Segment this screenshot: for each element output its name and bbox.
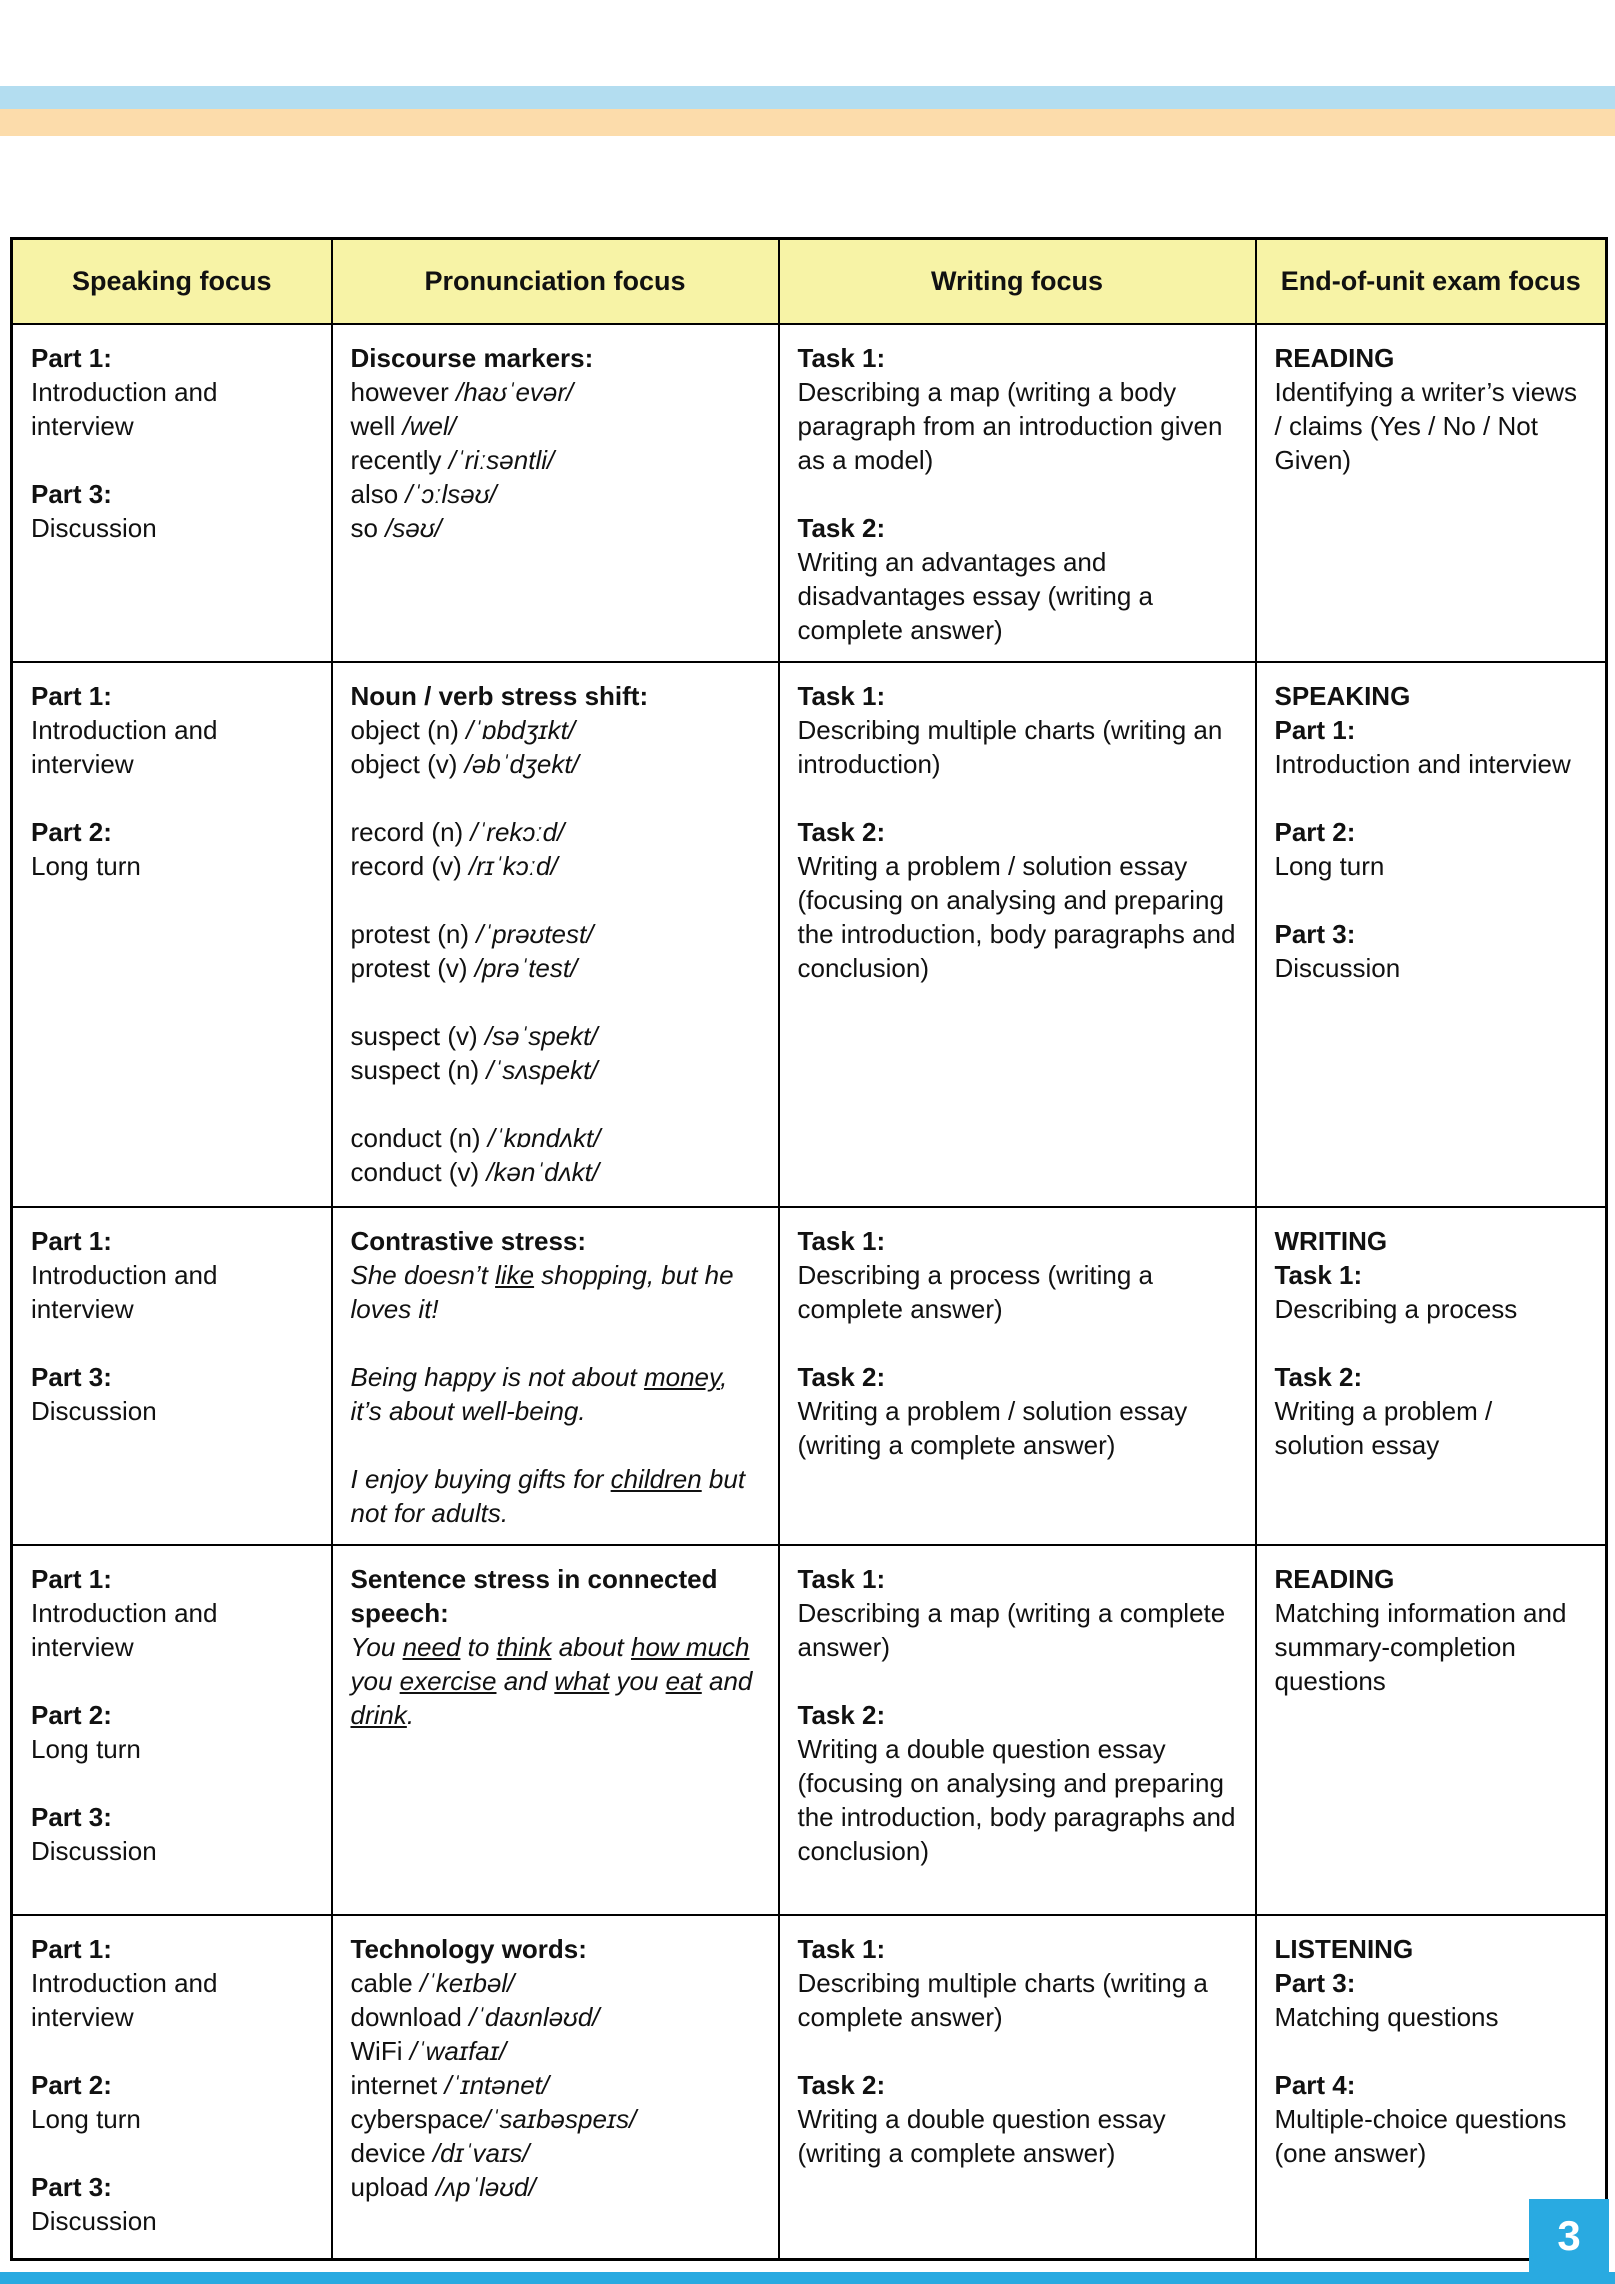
writing-focus-cell: Task 1: Describing multiple charts (writing an introduction) Task 2: Writing a problem / solution essay (focusing on analysing and preparing the introduction, body paragraphs and conclusion): [779, 662, 1256, 1207]
writing-focus-cell: Task 1: Describing a map (writing a complete answer) Task 2: Writing a double question essay (focusing on analysing and preparing the introduction, body paragraphs and conclusion): [779, 1545, 1256, 1915]
speaking-focus-cell: Part 1: Introduction and interview Part 2: Long turn Part 3: Discussion: [12, 1545, 332, 1915]
course-map-table: [10, 237, 1608, 2261]
speaking-focus-cell: Part 1: Introduction and interview Part 3: Discussion: [12, 324, 332, 662]
pronunciation-focus-cell: Contrastive stress: She doesn’t like shopping, but he loves it! Being happy is not about money, it’s about well-being. I enjoy buying gifts for children but not for adults.: [332, 1207, 779, 1545]
pronunciation-focus-cell: Noun / verb stress shift: object (n) /ˈɒbdʒɪkt/ object (v) /əbˈdʒekt/ record (n) /ˈrekɔːd/ record (v) /rɪˈkɔːd/ protest (n) /ˈprəʊtest/ protest (v) /prəˈtest/ suspect (v) /səˈspekt/ suspect (n) /ˈsʌspekt/ conduct (n) /ˈkɒndʌkt/ conduct (v) /kənˈdʌkt/: [332, 662, 779, 1207]
top-stripe-blue: [0, 86, 1615, 109]
pronunciation-focus-cell: Discourse markers: however /haʊˈevər/ well /wel/ recently /ˈriːsəntli/ also /ˈɔːlsəʊ/ so /səʊ/: [332, 324, 779, 662]
exam-focus-cell: READING Identifying a writer’s views / claims (Yes / No / Not Given): [1256, 324, 1607, 662]
pronunciation-focus-cell: Sentence stress in connected speech: You need to think about how much you exercise and what you eat and drink.: [332, 1545, 779, 1915]
writing-focus-cell: Task 1: Describing multiple charts (writing a complete answer) Task 2: Writing a double question essay (writing a complete answer): [779, 1915, 1256, 2260]
header-row: [12, 239, 1607, 324]
footer-bar: [0, 2272, 1615, 2284]
speaking-focus-cell: Part 1: Introduction and interview Part 3: Discussion: [12, 1207, 332, 1545]
column-header-exam-focus: End-of-unit exam focus: [1256, 239, 1607, 324]
speaking-focus-cell: Part 1: Introduction and interview Part 2: Long turn: [12, 662, 332, 1207]
unit-row: [12, 1545, 1607, 1915]
unit-row: [12, 662, 1607, 1207]
column-header-speaking-focus: Speaking focus: [12, 239, 332, 324]
unit-row: [12, 324, 1607, 662]
exam-focus-cell: WRITING Task 1: Describing a process Task 2: Writing a problem / solution essay: [1256, 1207, 1607, 1545]
exam-focus-cell: READING Matching information and summary-completion questions: [1256, 1545, 1607, 1915]
unit-row: [12, 1207, 1607, 1545]
column-header-pronunciation-focus: Pronunciation focus: [332, 239, 779, 324]
speaking-focus-cell: Part 1: Introduction and interview Part 2: Long turn Part 3: Discussion: [12, 1915, 332, 2260]
exam-focus-cell: LISTENING Part 3: Matching questions Part 4: Multiple-choice questions (one answer): [1256, 1915, 1607, 2260]
page-number: 3: [1557, 2211, 1581, 2259]
writing-focus-cell: Task 1: Describing a map (writing a body paragraph from an introduction given as a model) Task 2: Writing an advantages and disadvantages essay (writing a complete answer): [779, 324, 1256, 662]
writing-focus-cell: Task 1: Describing a process (writing a complete answer) Task 2: Writing a problem / solution essay (writing a complete answer): [779, 1207, 1256, 1545]
top-stripe-peach: [0, 109, 1615, 136]
column-header-writing-focus: Writing focus: [779, 239, 1256, 324]
pronunciation-focus-cell: Technology words: cable /ˈkeɪbəl/ download /ˈdaʊnləʊd/ WiFi /ˈwaɪfaɪ/ internet /ˈɪntənet/ cyberspace/ˈsaɪbəspeɪs/ device /dɪˈvaɪs/ upload /ʌpˈləʊd/: [332, 1915, 779, 2260]
page-number-badge: [1529, 2199, 1609, 2272]
unit-row: [12, 1915, 1607, 2260]
exam-focus-cell: SPEAKING Part 1: Introduction and interview Part 2: Long turn Part 3: Discussion: [1256, 662, 1607, 1207]
